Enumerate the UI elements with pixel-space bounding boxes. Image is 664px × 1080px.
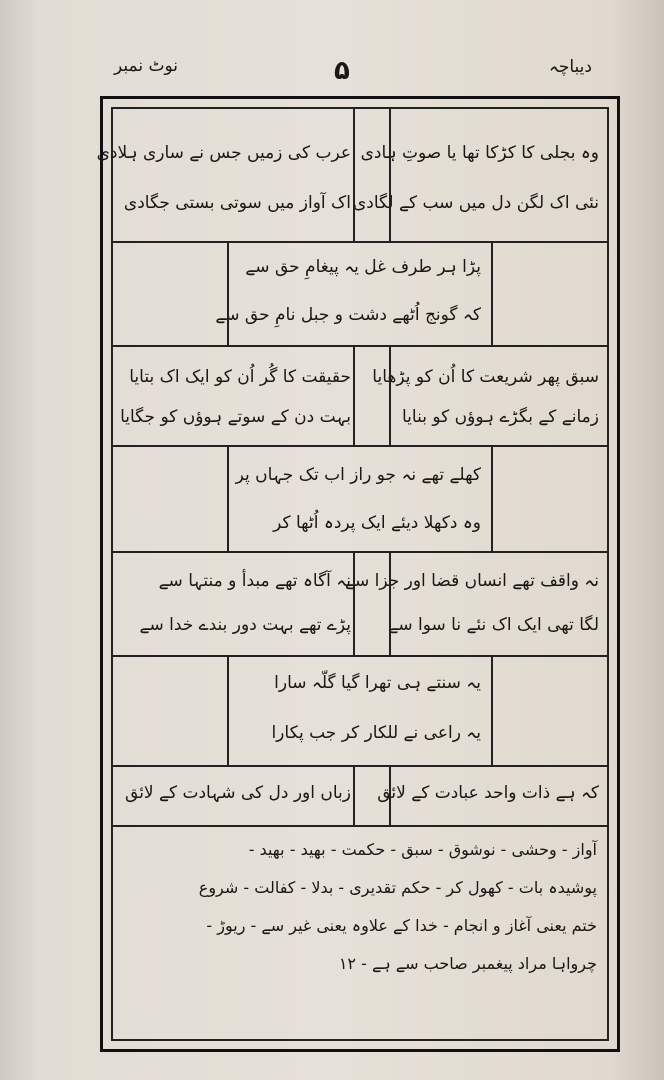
verse-line: زمانے کے بگڑے ہوؤں کو بنایا	[402, 407, 599, 427]
page-number: ۵	[334, 56, 350, 86]
note-line: ختم یعنی آغاز و انجام - خدا کے علاوہ یعنی غیر سے - ریوڑ -	[206, 916, 597, 935]
verse-line: یہ راعی نے للکار کر جب پکارا	[271, 723, 481, 743]
verse-line: بہت دن کے سوتے ہوؤں کو جگایا	[120, 407, 351, 427]
verse-line: لگا تھی ایک اک نئے نا سوا سے	[388, 615, 599, 635]
side-box	[113, 445, 229, 551]
verse-line: نہ واقف تھے انساں قضا اور جزا سے	[345, 571, 599, 591]
header-note: نوٹ نمبر	[114, 56, 178, 76]
stanza-row	[113, 445, 607, 553]
verse-line: یہ سنتے ہی تھرا گیا گلّہ سارا	[274, 673, 481, 693]
hemistich-right	[345, 551, 607, 655]
verse-line: زباں اور دل کی شہادت کے لائق	[125, 783, 351, 803]
note-line: پوشیدہ بات - کھول کر - حکم تقدیری - بدلا - کفالت - شروع	[198, 878, 597, 897]
hemistich-left	[113, 765, 359, 825]
hemistich-right	[352, 109, 607, 241]
verse-line: وہ بجلی کا کڑکا تھا یا صوتِ ہادی	[360, 143, 599, 163]
side-box	[113, 241, 229, 345]
verse-line: عرب کی زمیں جس نے ساری ہلادی	[96, 143, 351, 163]
verse-line: کہ گونج اُٹھے دشت و جبل نامِ حق سے	[215, 305, 481, 325]
verse-line: کھلے تھے نہ جو راز اب تک جہاں پر	[235, 465, 481, 485]
side-box	[491, 241, 607, 345]
verse-center	[231, 655, 489, 765]
hemistich-left	[96, 109, 359, 241]
verse-center	[215, 241, 489, 345]
stanza-row	[113, 655, 607, 767]
side-box	[113, 655, 229, 765]
note-line: آواز - وحشی - نوشوق - سبق - حکمت - بھید - بھید -	[248, 840, 597, 859]
stanza-row	[113, 241, 607, 347]
verse-table	[96, 107, 609, 1041]
glossary-notes	[113, 831, 607, 983]
stanza-row	[113, 765, 607, 827]
hemistich-right	[377, 765, 607, 825]
verse-line: نئی اک لگن دل میں سب کے لگادی	[352, 193, 599, 213]
page-frame	[96, 96, 620, 1052]
verse-center	[231, 445, 489, 551]
verse-line: پڑے تھے بہت دور بندے خدا سے	[139, 615, 351, 635]
hemistich-left	[113, 345, 359, 445]
side-box	[491, 445, 607, 551]
verse-line: حقیقت کا گُر اُن کو ایک اک بتایا	[129, 367, 351, 387]
verse-line: کہ ہے ذات واحد عبادت کے لائق	[377, 783, 599, 803]
verse-line: سبق پھر شریعت کا اُن کو پڑھایا	[372, 367, 599, 387]
stanza-row	[96, 109, 607, 243]
hemistich-right	[372, 345, 607, 445]
verse-line: نہ آگاہ تھے مبدأ و منتہا سے	[158, 571, 351, 591]
header-title: دیباچہ	[548, 57, 592, 77]
verse-line: اک آواز میں سوتی بستی جگادی	[123, 193, 351, 213]
verse-line: پڑا ہر طرف غل یہ پیغامِ حق سے	[245, 257, 481, 277]
running-head	[108, 56, 598, 92]
hemistich-left	[113, 551, 359, 655]
verse-line: وہ دکھلا دیئے ایک پردہ اُٹھا کر	[273, 513, 481, 533]
stanza-row	[113, 345, 607, 447]
note-line: چرواہا مراد پیغمبر صاحب سے ہے - ۱۲	[338, 954, 597, 973]
stanza-row	[113, 551, 607, 657]
side-box	[491, 655, 607, 765]
